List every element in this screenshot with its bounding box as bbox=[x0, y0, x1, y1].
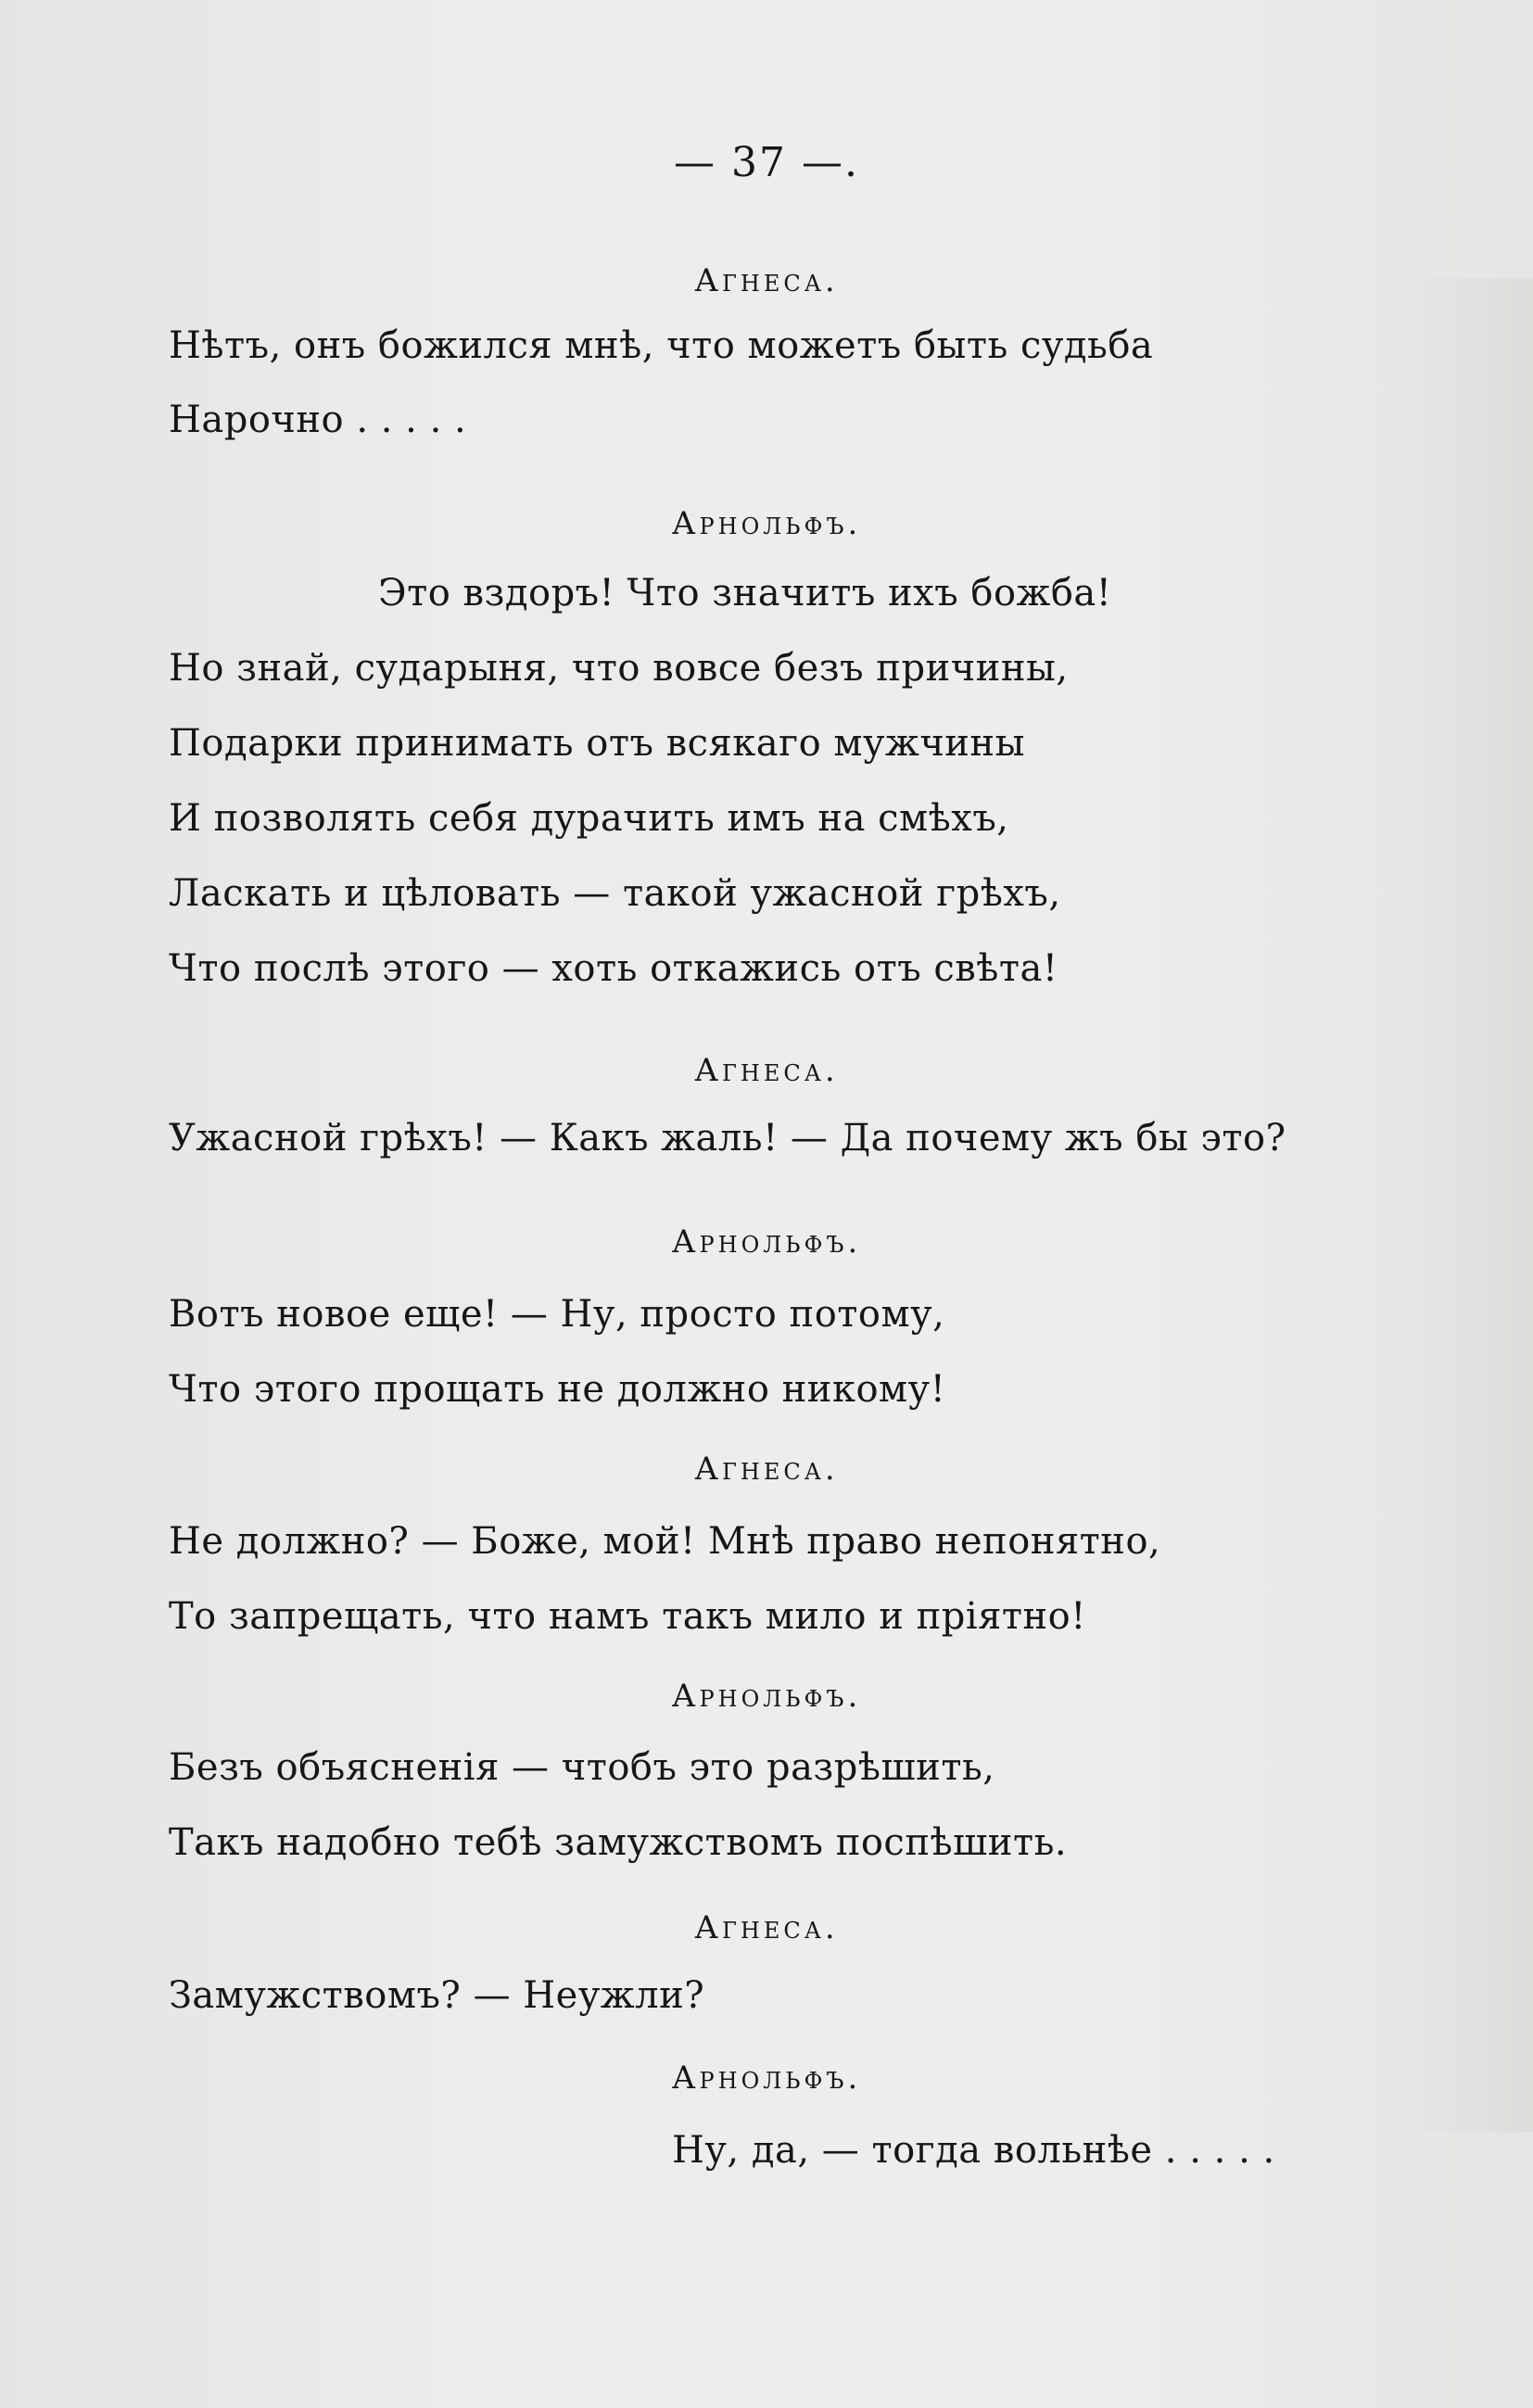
verse-line: Но знай, сударыня, что вовсе безъ причины, bbox=[169, 647, 1069, 690]
verse-line: Что этого прощать не должно никому! bbox=[169, 1368, 946, 1411]
verse-line: Вотъ новое еще! — Ну, просто потому, bbox=[169, 1293, 945, 1336]
verse-line: Безъ объясненія — чтобъ это разрѣшить, bbox=[169, 1746, 995, 1789]
speaker-name: Агнеса. bbox=[694, 262, 839, 299]
page-number: — 37 —. bbox=[674, 139, 859, 186]
verse-line: Ужасной грѣхъ! — Какъ жаль! — Да почему жъ бы это? bbox=[169, 1117, 1286, 1160]
verse-line: Ласкать и цѣловать — такой ужасной грѣхъ, bbox=[169, 872, 1061, 915]
verse-line: Нарочно . . . . . bbox=[169, 399, 467, 441]
verse-line: Такъ надобно тебѣ замужствомъ поспѣшить. bbox=[169, 1821, 1068, 1864]
speaker-name: Агнеса. bbox=[694, 1451, 839, 1488]
verse-line: И позволять себя дурачить имъ на смѣхъ, bbox=[169, 797, 1009, 840]
show-through-shading bbox=[1390, 278, 1533, 2132]
speaker-name: Арнольфъ. bbox=[671, 1678, 862, 1715]
speaker-name: Арнольфъ. bbox=[671, 1223, 862, 1261]
speaker-name: Арнольфъ. bbox=[671, 505, 862, 542]
speaker-name: Арнольфъ. bbox=[671, 2059, 862, 2097]
verse-line: Замужствомъ? — Неужли? bbox=[169, 1974, 705, 2017]
speaker-name: Агнеса. bbox=[694, 1909, 839, 1946]
verse-line: Не должно? — Боже, мой! Мнѣ право непонятно, bbox=[169, 1520, 1161, 1563]
verse-line: Подарки принимать отъ всякаго мужчины bbox=[169, 722, 1025, 765]
verse-line: Это вздоръ! Что значитъ ихъ божба! bbox=[378, 572, 1112, 615]
speaker-name: Агнеса. bbox=[694, 1052, 839, 1089]
verse-line: Нѣтъ, онъ божился мнѣ, что можетъ быть судьба bbox=[169, 324, 1154, 367]
verse-line: То запрещать, что намъ такъ мило и пріятно! bbox=[169, 1595, 1086, 1638]
verse-line: Что послѣ этого — хоть откажись отъ свѣта! bbox=[169, 947, 1058, 990]
verse-line: Ну, да, — тогда вольнѣе . . . . . bbox=[672, 2129, 1275, 2172]
